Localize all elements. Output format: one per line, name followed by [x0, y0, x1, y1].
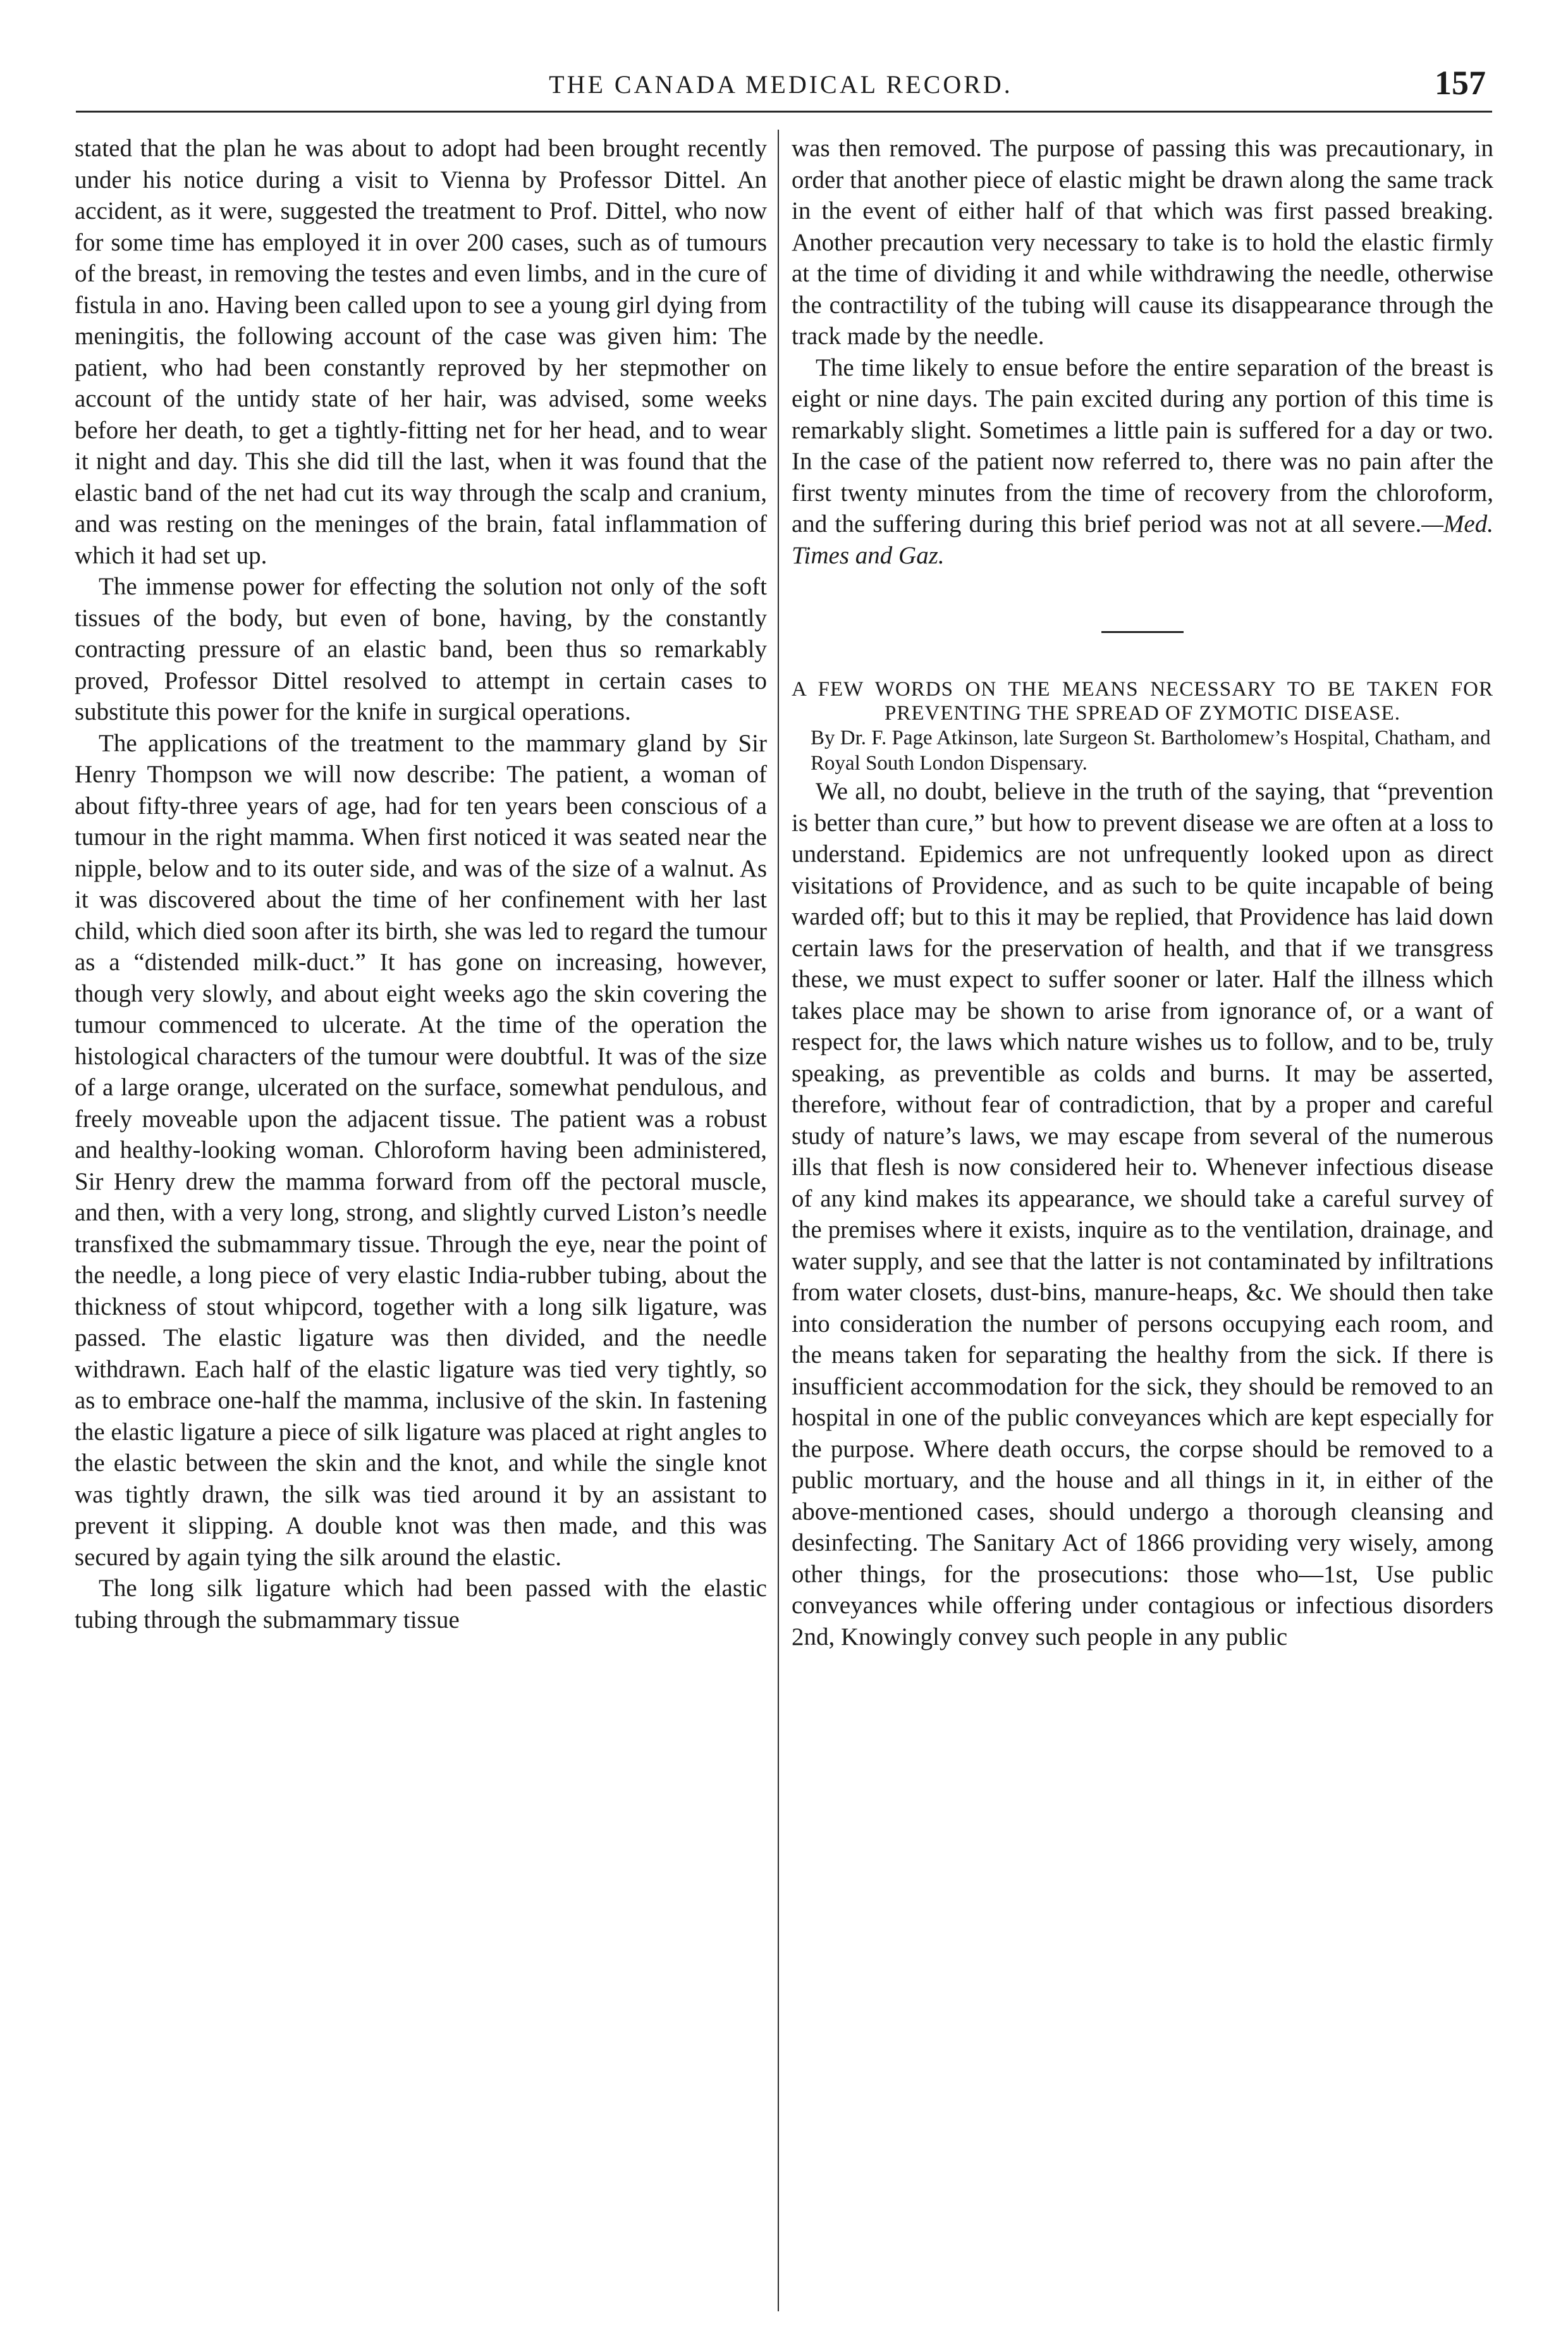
paragraph [792, 352, 1493, 572]
left-column [75, 133, 767, 2308]
paragraph: We all, no doubt, believe in the truth of the saying, that “prevention is better than cure,” but how to prevent disease we are often at a loss to understand. Epidemics are not unfrequently looked upon as direct visitations of Providence, and as such to be quite incapable of being warded off; but to this it may be replied, that Providence has laid down certain laws for the preservation of health, and that if we transgress these, we must expect to suffer sooner or later. Half the illness which takes place may be shown to arise from ignorance of, or a want of respect for, the laws which nature wishes us to follow, and to be, truly speaking, as preventible as colds and burns. It may be asserted, therefore, without fear of contradiction, that by a proper and careful study of nature’s laws, we may escape from several of the numerous ills that flesh is now considered heir to. Whenever infectious disease of any kind makes its appearance, we should take a careful survey of the premises where it exists, inquire as to the ventilation, drainage, and water supply, and see that the latter is not contaminated by infiltrations from water closets, dust-bins, manure-heaps, &c. We should then take into consideration the number of persons occupying each room, and the means taken for separating the healthy from the sick. If there is insufficient accommodation for the sick, they should be removed to an hospital in one of the public conveyances which are kept especially for the purpose. Where death occurs, the corpse should be removed to a public mortuary, and the house and all things in it, in either of the above-mentioned cases, should undergo a thorough cleansing and desinfecting. The Sanitary Act of 1866 providing very wisely, among other things, for the prosecutions: those who—1st, Use public conveyances while offering under contagious or infectious disorders 2nd, Knowingly convey such people in any public [792, 778, 1493, 1651]
column-divider [778, 130, 779, 2311]
right-column [792, 133, 1493, 2308]
paragraph: The long silk ligature which had been passed with the elastic tubing through the submammary tissue [75, 1575, 767, 1633]
running-head [76, 63, 1486, 101]
article-byline: By Dr. F. Page Atkinson, late Surgeon St. Bartholomew’s Hospital, Chatham, and Royal South London Dispensary. [811, 727, 1491, 775]
paragraph: The immense power for effecting the solution not only of the soft tissues of the body, but even of bone, having, by the constantly contracting pressure of an elastic band, been thus so remarkably proved, Professor Dittel resolved to attempt in certain cases to substitute this power for the knife in surgical operations. [75, 573, 767, 725]
article-title: A FEW WORDS ON THE MEANS NECESSARY TO BE TAKEN FOR PREVENTING THE SPREAD OF ZYMOTIC DISEASE. [792, 678, 1493, 725]
page-number: 157 [1435, 64, 1486, 102]
article-separator-rule [1101, 631, 1184, 633]
journal-title: THE CANADA MEDICAL RECORD. [549, 70, 1013, 99]
paragraph: The applications of the treatment to the mammary gland by Sir Henry Thompson we will now describe: The patient, a woman of about fifty-three years of age, had for ten years been conscious of a tumour in the right mamma. When first noticed it was seated near the nipple, below and to its outer side, and was of the size of a walnut. As it was discovered about the time of her confinement with her last child, which died soon after its birth, she was led to regard the tumour as a “distended milk-duct.” It has gone on increasing, however, though very slowly, and about eight weeks ago the skin covering the tumour commenced to ulcerate. At the time of the operation the histological characters of the tumour were doubtful. It was of the size of a large orange, ulcerated on the surface, somewhat pendulous, and freely moveable upon the adjacent tissue. The patient was a robust and healthy-looking woman. Chloroform having been administered, Sir Henry drew the mamma forward from off the pectoral muscle, and then, with a very long, strong, and slightly curved Liston’s needle transfixed the submammary tissue. Through the eye, near the point of the needle, a long piece of very elastic India-rubber tubing, about the thickness of stout whipcord, together with a long silk ligature, was passed. The elastic ligature was then divided, and the needle withdrawn. Each half of the elastic ligature was tied very tightly, so as to embrace one-half the mamma, inclusive of the skin. In fastening the elastic ligature a piece of silk ligature was placed at right angles to the elastic between the skin and the knot, and while the single knot was tightly drawn, the silk was tied around it by an assistant to prevent it slipping. A double knot was then made, and this was secured by again tying the silk around the elastic. [75, 729, 767, 1571]
header-rule [76, 111, 1492, 113]
paragraph-text: The time likely to ensue before the entire separation of the breast is eight or nine days. The pain excited during any portion of this time is remarkably slight. Sometimes a little pain is suffered for a day or two. In the case of the patient now referred to, there was no pain after the first twenty minutes from the time of recovery from the chloroform, and the suffering during this brief period was not at all severe. [792, 353, 1493, 538]
source-citation: —Med. Times and Gaz. [792, 510, 1493, 569]
paragraph: stated that the plan he was about to adopt had been brought recently under his notice during a visit to Vienna by Professor Dittel. An accident, as it were, suggested the treatment to Prof. Dittel, who now for some time has employed it in over 200 cases, such as of tumours of the breast, in removing the testes and even limbs, and in the cure of fistula in ano. Having been called upon to see a young girl dying from meningitis, the following account of the case was given him: The patient, who had been constantly reproved by her stepmother on account of the untidy state of her hair, was advised, some weeks before her death, to get a tightly-fitting net for her head, and to wear it night and day. This she did till the last, when it was found that the elastic band of the net had cut its way through the scalp and cranium, and was resting on the meninges of the brain, fatal inflammation of which it had set up. [75, 135, 767, 569]
paragraph: was then removed. The purpose of passing this was precautionary, in order that another piece of elastic might be drawn along the same track in the event of either half of that which was first passed breaking. Another precaution very necessary to take is to hold the elastic firmly at the time of dividing it and while withdrawing the needle, otherwise the contractility of the tubing will cause its disappearance through the track made by the needle. [792, 135, 1493, 350]
